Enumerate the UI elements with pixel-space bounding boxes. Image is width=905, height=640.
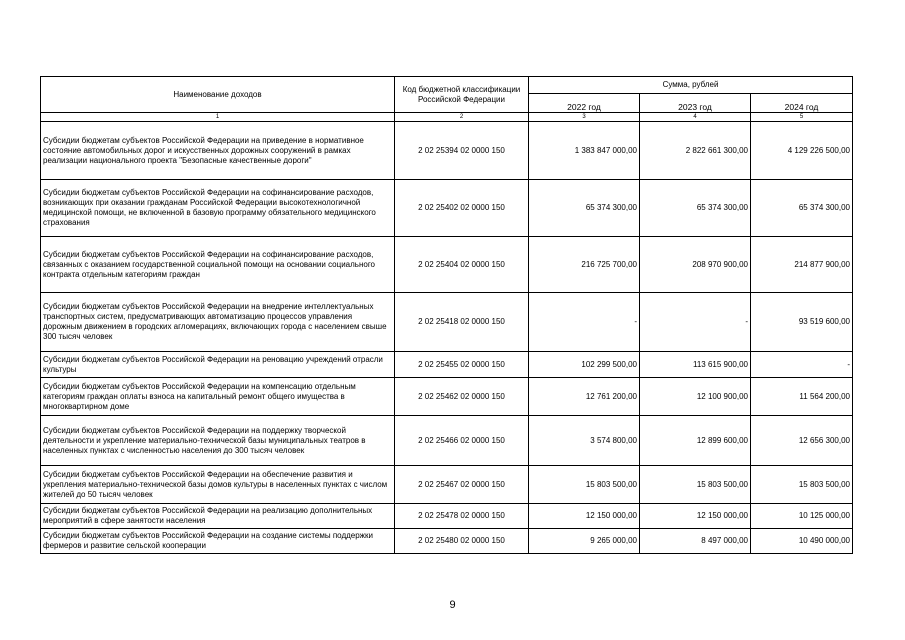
column-number: 4	[640, 113, 751, 122]
table-row	[41, 293, 853, 352]
header-year-2023: 2023 год	[640, 94, 751, 113]
income-name: Субсидии бюджетам субъектов Российской Федерации на реализацию дополнительных мероприятий в сфере занятости населения	[41, 504, 395, 529]
amount-2024: 11 564 200,00	[751, 378, 853, 416]
budget-code: 2 02 25467 02 0000 150	[395, 466, 529, 504]
amount-2022: 15 803 500,00	[529, 466, 640, 504]
budget-code: 2 02 25404 02 0000 150	[395, 237, 529, 293]
amount-2022: 12 761 200,00	[529, 378, 640, 416]
income-name: Субсидии бюджетам субъектов Российской Федерации на обеспечение развития и укрепления материально-технической базы домов культуры в населенных пунктах с числом жителей до 50 тысяч человек	[41, 466, 395, 504]
header-budget-code: Код бюджетной классификации Российской Федерации	[395, 77, 529, 113]
amount-2022: -	[529, 293, 640, 352]
income-name: Субсидии бюджетам субъектов Российской Федерации на приведение в нормативное состояние автомобильных дорог и искусственных дорожных сооружений в рамках реализации национального проекта "Безопасные качественные дороги"	[41, 122, 395, 180]
amount-2023: 65 374 300,00	[640, 180, 751, 237]
budget-code: 2 02 25402 02 0000 150	[395, 180, 529, 237]
amount-2022: 102 299 500,00	[529, 352, 640, 378]
income-name: Субсидии бюджетам субъектов Российской Федерации на создание системы поддержки фермеров и развитие сельской кооперации	[41, 529, 395, 554]
amount-2023: 113 615 900,00	[640, 352, 751, 378]
budget-code: 2 02 25466 02 0000 150	[395, 416, 529, 466]
amount-2024: 4 129 226 500,00	[751, 122, 853, 180]
income-name: Субсидии бюджетам субъектов Российской Федерации на поддержку творческой деятельности и укрепление материально-технической базы муниципальных театров в населенных пунктах с численностью населения до 300 тысяч человек	[41, 416, 395, 466]
amount-2024: 214 877 900,00	[751, 237, 853, 293]
amount-2023: 2 822 661 300,00	[640, 122, 751, 180]
column-number: 5	[751, 113, 853, 122]
column-number: 1	[41, 113, 395, 122]
header-row-top	[41, 77, 853, 94]
amount-2024: 10 125 000,00	[751, 504, 853, 529]
table-row	[41, 122, 853, 180]
table-row	[41, 237, 853, 293]
amount-2024: 65 374 300,00	[751, 180, 853, 237]
budget-code: 2 02 25480 02 0000 150	[395, 529, 529, 554]
header-sum: Сумма, рублей	[529, 77, 853, 94]
table-row	[41, 466, 853, 504]
amount-2024: -	[751, 352, 853, 378]
header-income-name: Наименование доходов	[41, 77, 395, 113]
amount-2023: 15 803 500,00	[640, 466, 751, 504]
amount-2022: 65 374 300,00	[529, 180, 640, 237]
column-number: 2	[395, 113, 529, 122]
budget-code: 2 02 25462 02 0000 150	[395, 378, 529, 416]
amount-2022: 3 574 800,00	[529, 416, 640, 466]
table-row	[41, 504, 853, 529]
table-row	[41, 180, 853, 237]
amount-2023: 12 899 600,00	[640, 416, 751, 466]
income-name: Субсидии бюджетам субъектов Российской Федерации на компенсацию отдельным категориям граждан оплаты взноса на капитальный ремонт общего имущества в многоквартирном доме	[41, 378, 395, 416]
amount-2023: 12 100 900,00	[640, 378, 751, 416]
amount-2022: 216 725 700,00	[529, 237, 640, 293]
amount-2022: 1 383 847 000,00	[529, 122, 640, 180]
table-row	[41, 529, 853, 554]
income-name: Субсидии бюджетам субъектов Российской Федерации на софинансирование расходов, связанных с оказанием государственной социальной помощи на основании социального контракта отдельным категориям граждан	[41, 237, 395, 293]
income-name: Субсидии бюджетам субъектов Российской Федерации на реновацию учреждений отрасли культуры	[41, 352, 395, 378]
amount-2023: 8 497 000,00	[640, 529, 751, 554]
column-number-row	[41, 113, 853, 122]
header-year-2024: 2024 год	[751, 94, 853, 113]
amount-2022: 12 150 000,00	[529, 504, 640, 529]
amount-2022: 9 265 000,00	[529, 529, 640, 554]
amount-2023: 12 150 000,00	[640, 504, 751, 529]
amount-2023: 208 970 900,00	[640, 237, 751, 293]
amount-2024: 15 803 500,00	[751, 466, 853, 504]
table-row	[41, 378, 853, 416]
income-name: Субсидии бюджетам субъектов Российской Федерации на внедрение интеллектуальных транспортных систем, предусматривающих автоматизацию процессов управления дорожным движением в городских агломерациях, включающих города с населением свыше 300 тысяч человек	[41, 293, 395, 352]
header-year-2022: 2022 год	[529, 94, 640, 113]
budget-code: 2 02 25455 02 0000 150	[395, 352, 529, 378]
table-row	[41, 352, 853, 378]
income-name: Субсидии бюджетам субъектов Российской Федерации на софинансирование расходов, возникающих при оказании гражданам Российской Федерации высокотехнологичной медицинской помощи, не включенной в базовую программу обязательного медицинского страхования	[41, 180, 395, 237]
amount-2024: 12 656 300,00	[751, 416, 853, 466]
page-number: 9	[449, 599, 456, 611]
column-number: 3	[529, 113, 640, 122]
amount-2024: 10 490 000,00	[751, 529, 853, 554]
budget-code: 2 02 25418 02 0000 150	[395, 293, 529, 352]
budget-revenue-table	[40, 76, 853, 554]
amount-2023: -	[640, 293, 751, 352]
budget-code: 2 02 25394 02 0000 150	[395, 122, 529, 180]
amount-2024: 93 519 600,00	[751, 293, 853, 352]
table-row	[41, 416, 853, 466]
budget-code: 2 02 25478 02 0000 150	[395, 504, 529, 529]
